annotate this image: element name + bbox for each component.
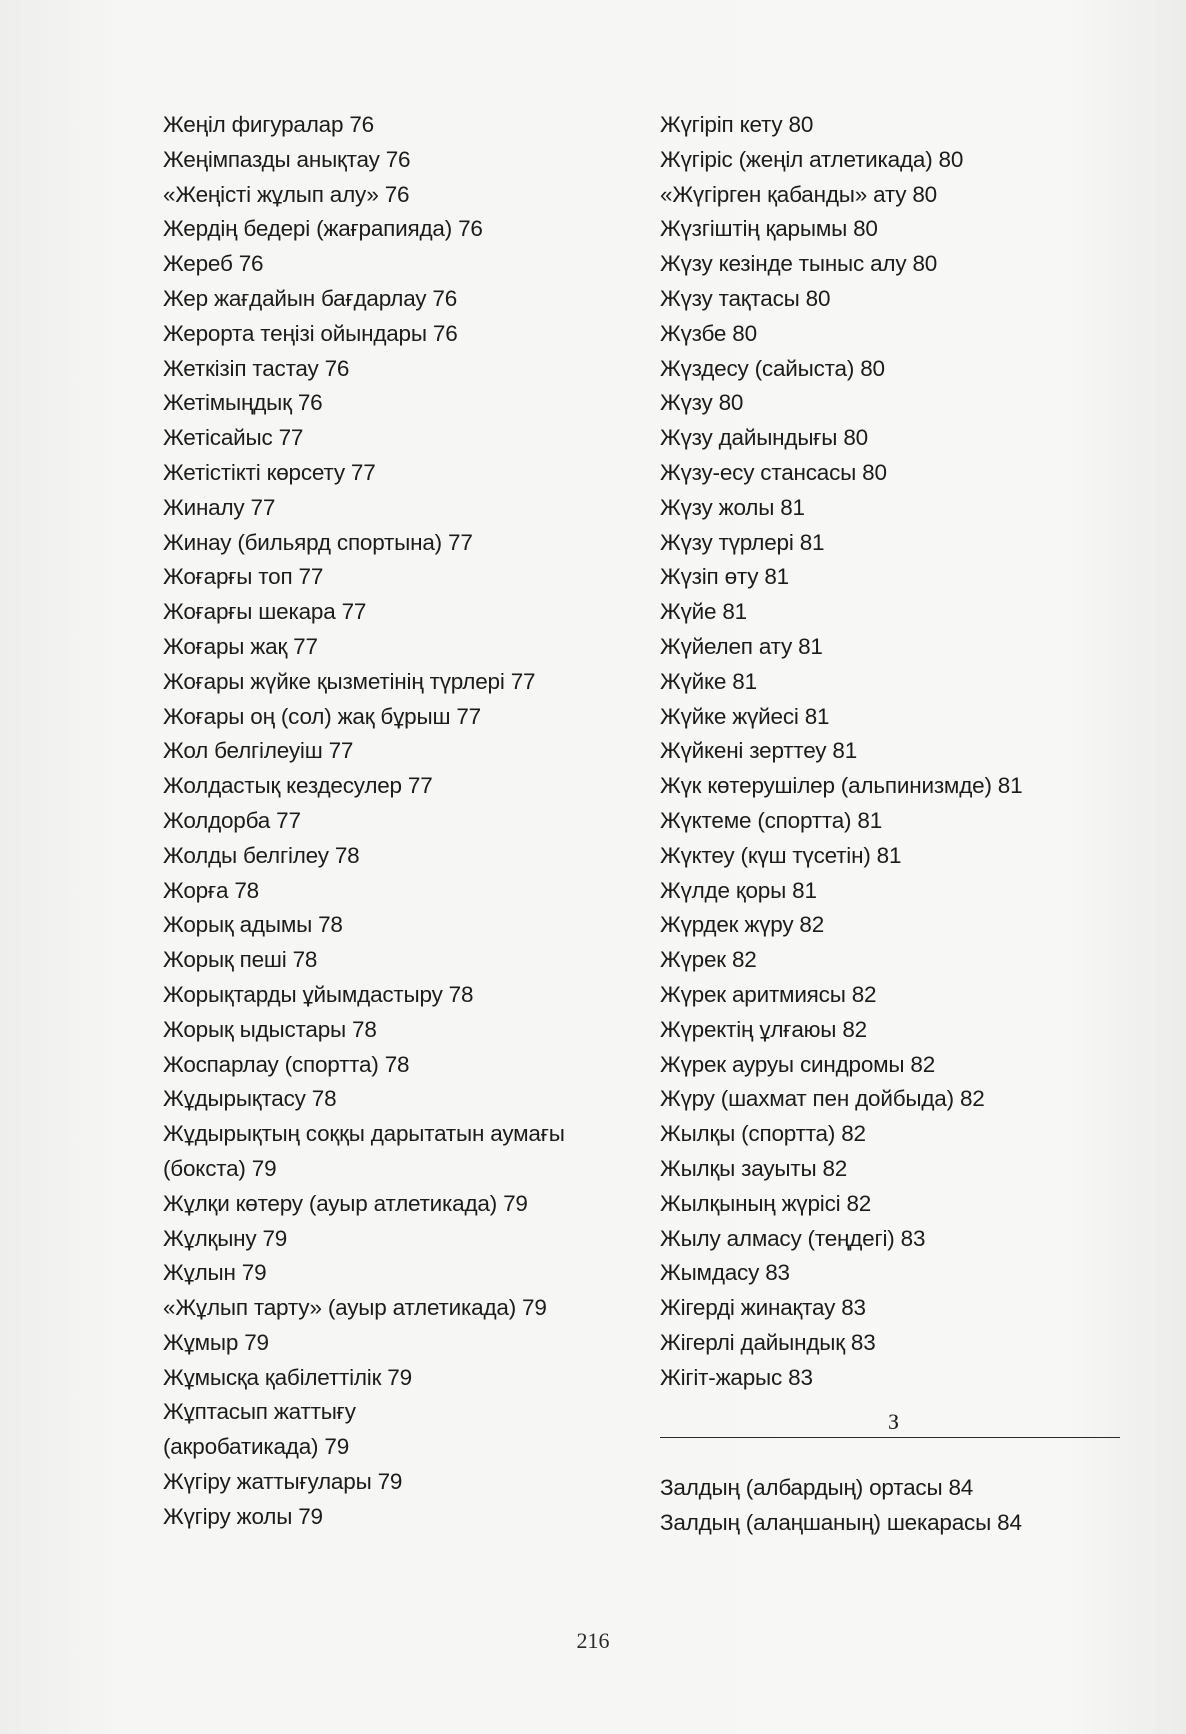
index-entry: Жұдырықтың соққы дарытатын аумағы (бокста) 79 [163, 1121, 565, 1181]
index-entry: Жорық ыдыстары 78 [163, 1016, 377, 1042]
index-entry: Жүзіп өту 81 [660, 564, 789, 590]
index-entry: Жылқы зауыты 82 [660, 1155, 848, 1181]
index-entry: Жұмысқа қабілеттілік 79 [163, 1364, 412, 1390]
index-entry: Жүйкені зерттеу 81 [660, 738, 858, 764]
index-entry: Жетістікті көрсету 77 [163, 459, 376, 485]
index-entry: Жорықтарды ұйымдастыру 78 [163, 981, 474, 1007]
section-letter: З [888, 1409, 900, 1435]
index-entry: Жиналу 77 [163, 494, 276, 520]
index-entry: Жымдасу 83 [660, 1260, 790, 1286]
index-entry: Жолды белгілеу 78 [163, 842, 360, 868]
index-entry: Жұлын 79 [163, 1260, 267, 1286]
index-entry: Жүзгіштің қарымы 80 [660, 216, 878, 242]
index-entry: Залдың (албардың) ортасы 84 [660, 1475, 974, 1501]
index-entry: Жүректің ұлғаюы 82 [660, 1016, 867, 1042]
index-entry: Жеңімпазды анықтау 76 [163, 146, 411, 172]
index-entry: Жүзу 80 [660, 390, 744, 416]
section-divider [660, 1405, 1140, 1445]
index-entry: «Жүгірген қабанды» ату 80 [660, 181, 937, 207]
index-entry: Жүрек 82 [660, 947, 757, 973]
index-entry: Жұдырықтасу 78 [163, 1086, 337, 1112]
index-entry: Жүйке 81 [660, 668, 757, 694]
index-entry: Жүрек ауруы синдромы 82 [660, 1051, 936, 1077]
index-entry: Жетісайыс 77 [163, 425, 304, 451]
index-entry: Жеткізіп тастау 76 [163, 355, 350, 381]
index-entry: Жүзу-есу стансасы 80 [660, 459, 887, 485]
index-entry: Жылқының жүрісі 82 [660, 1190, 872, 1216]
index-entry: Жорға 78 [163, 877, 259, 903]
index-entry: Жүйе 81 [660, 599, 747, 625]
index-entry: Жүзу жолы 81 [660, 494, 805, 520]
index-entry: Жүрдек жүру 82 [660, 912, 825, 938]
index-entry: Жеңіл фигуралар 76 [163, 112, 374, 137]
index-entry: Жолдастық кездесулер 77 [163, 773, 433, 799]
index-entry: Жүк көтерушілер (альпинизмде) 81 [660, 773, 1023, 799]
index-entry: Жетімыңдық 76 [163, 390, 323, 416]
index-entry: Жігіт-жарыс 83 [660, 1364, 813, 1390]
index-entry: Жоғарғы топ 77 [163, 564, 324, 590]
index-entry: Жүктеме (спортта) 81 [660, 807, 883, 833]
index-entry: Жоғарғы шекара 77 [163, 599, 367, 625]
index-entry: Жұмыр 79 [163, 1329, 269, 1355]
index-entry: Жылқы (спортта) 82 [660, 1121, 866, 1147]
index-entry: Жоспарлау (спортта) 78 [163, 1051, 410, 1077]
index-entry: Жүйелеп ату 81 [660, 633, 823, 659]
index-entry: Жер жағдайын бағдарлау 76 [163, 285, 458, 311]
index-entry: Жүктеу (күш түсетін) 81 [660, 842, 902, 868]
page-number: 216 [576, 1628, 610, 1653]
index-entry: Жүгіру жолы 79 [163, 1503, 323, 1529]
index-entry: Жол белгілеуіш 77 [163, 738, 354, 764]
index-entry: Жұптасып жаттығу (акробатикада) 79 [163, 1399, 356, 1460]
index-entry: Жүгіріп кету 80 [660, 112, 814, 137]
index-entry: Жігерлі дайындық 83 [660, 1329, 876, 1355]
index-entry: Жүзбе 80 [660, 320, 757, 346]
index-entry: Жерорта теңізі ойындары 76 [163, 320, 458, 346]
section-entry-list [660, 1471, 1140, 1541]
index-entry: Жүздесу (сайыста) 80 [660, 355, 885, 381]
right-index-column [660, 108, 1140, 1541]
index-entry: Жүзу түрлері 81 [660, 529, 825, 555]
index-entry: Жұлқыну 79 [163, 1225, 288, 1251]
index-entry: Жүрек аритмиясы 82 [660, 981, 877, 1007]
index-entry: Жердің бедері (жағрапияда) 76 [163, 216, 483, 242]
index-entry: Жүлде қоры 81 [660, 877, 817, 903]
index-entry: Жереб 76 [163, 251, 264, 277]
index-entry: Жоғары оң (сол) жақ бұрыш 77 [163, 703, 481, 729]
index-entry: Жүгіріс (жеңіл атлетикада) 80 [660, 146, 964, 172]
index-entry: Жылу алмасу (теңдегі) 83 [660, 1225, 926, 1251]
right-entry-list [660, 108, 1140, 1395]
index-entry: Жігерді жинақтау 83 [660, 1295, 866, 1321]
index-entry: Жинау (бильярд спортына) 77 [163, 529, 473, 555]
index-entry: Жорық адымы 78 [163, 912, 343, 938]
section-rule [660, 1437, 1120, 1438]
index-entry: Жүзу тақтасы 80 [660, 285, 831, 311]
index-entry: «Жеңісті жұлып алу» 76 [163, 181, 410, 207]
index-entry: Жүзу дайындығы 80 [660, 425, 868, 451]
index-entry: Жоғары жақ 77 [163, 633, 318, 659]
index-entry: Жорық пеші 78 [163, 947, 318, 973]
index-entry: Жолдорба 77 [163, 807, 301, 833]
index-entry: Жүгіру жаттығулары 79 [163, 1469, 403, 1495]
index-entry: Жүру (шахмат пен дойбыда) 82 [660, 1086, 985, 1112]
index-entry: Залдың (алаңшаның) шекарасы 84 [660, 1510, 1022, 1536]
index-entry: Жоғары жүйке қызметінің түрлері 77 [163, 668, 536, 694]
left-index-column [163, 108, 643, 1535]
index-entry: Жүйке жүйесі 81 [660, 703, 830, 729]
index-entry: «Жұлып тарту» (ауыр атлетикада) 79 [163, 1295, 547, 1321]
index-entry: Жүзу кезінде тыныс алу 80 [660, 251, 938, 277]
index-entry: Жұлқи көтеру (ауыр атлетикада) 79 [163, 1190, 528, 1216]
